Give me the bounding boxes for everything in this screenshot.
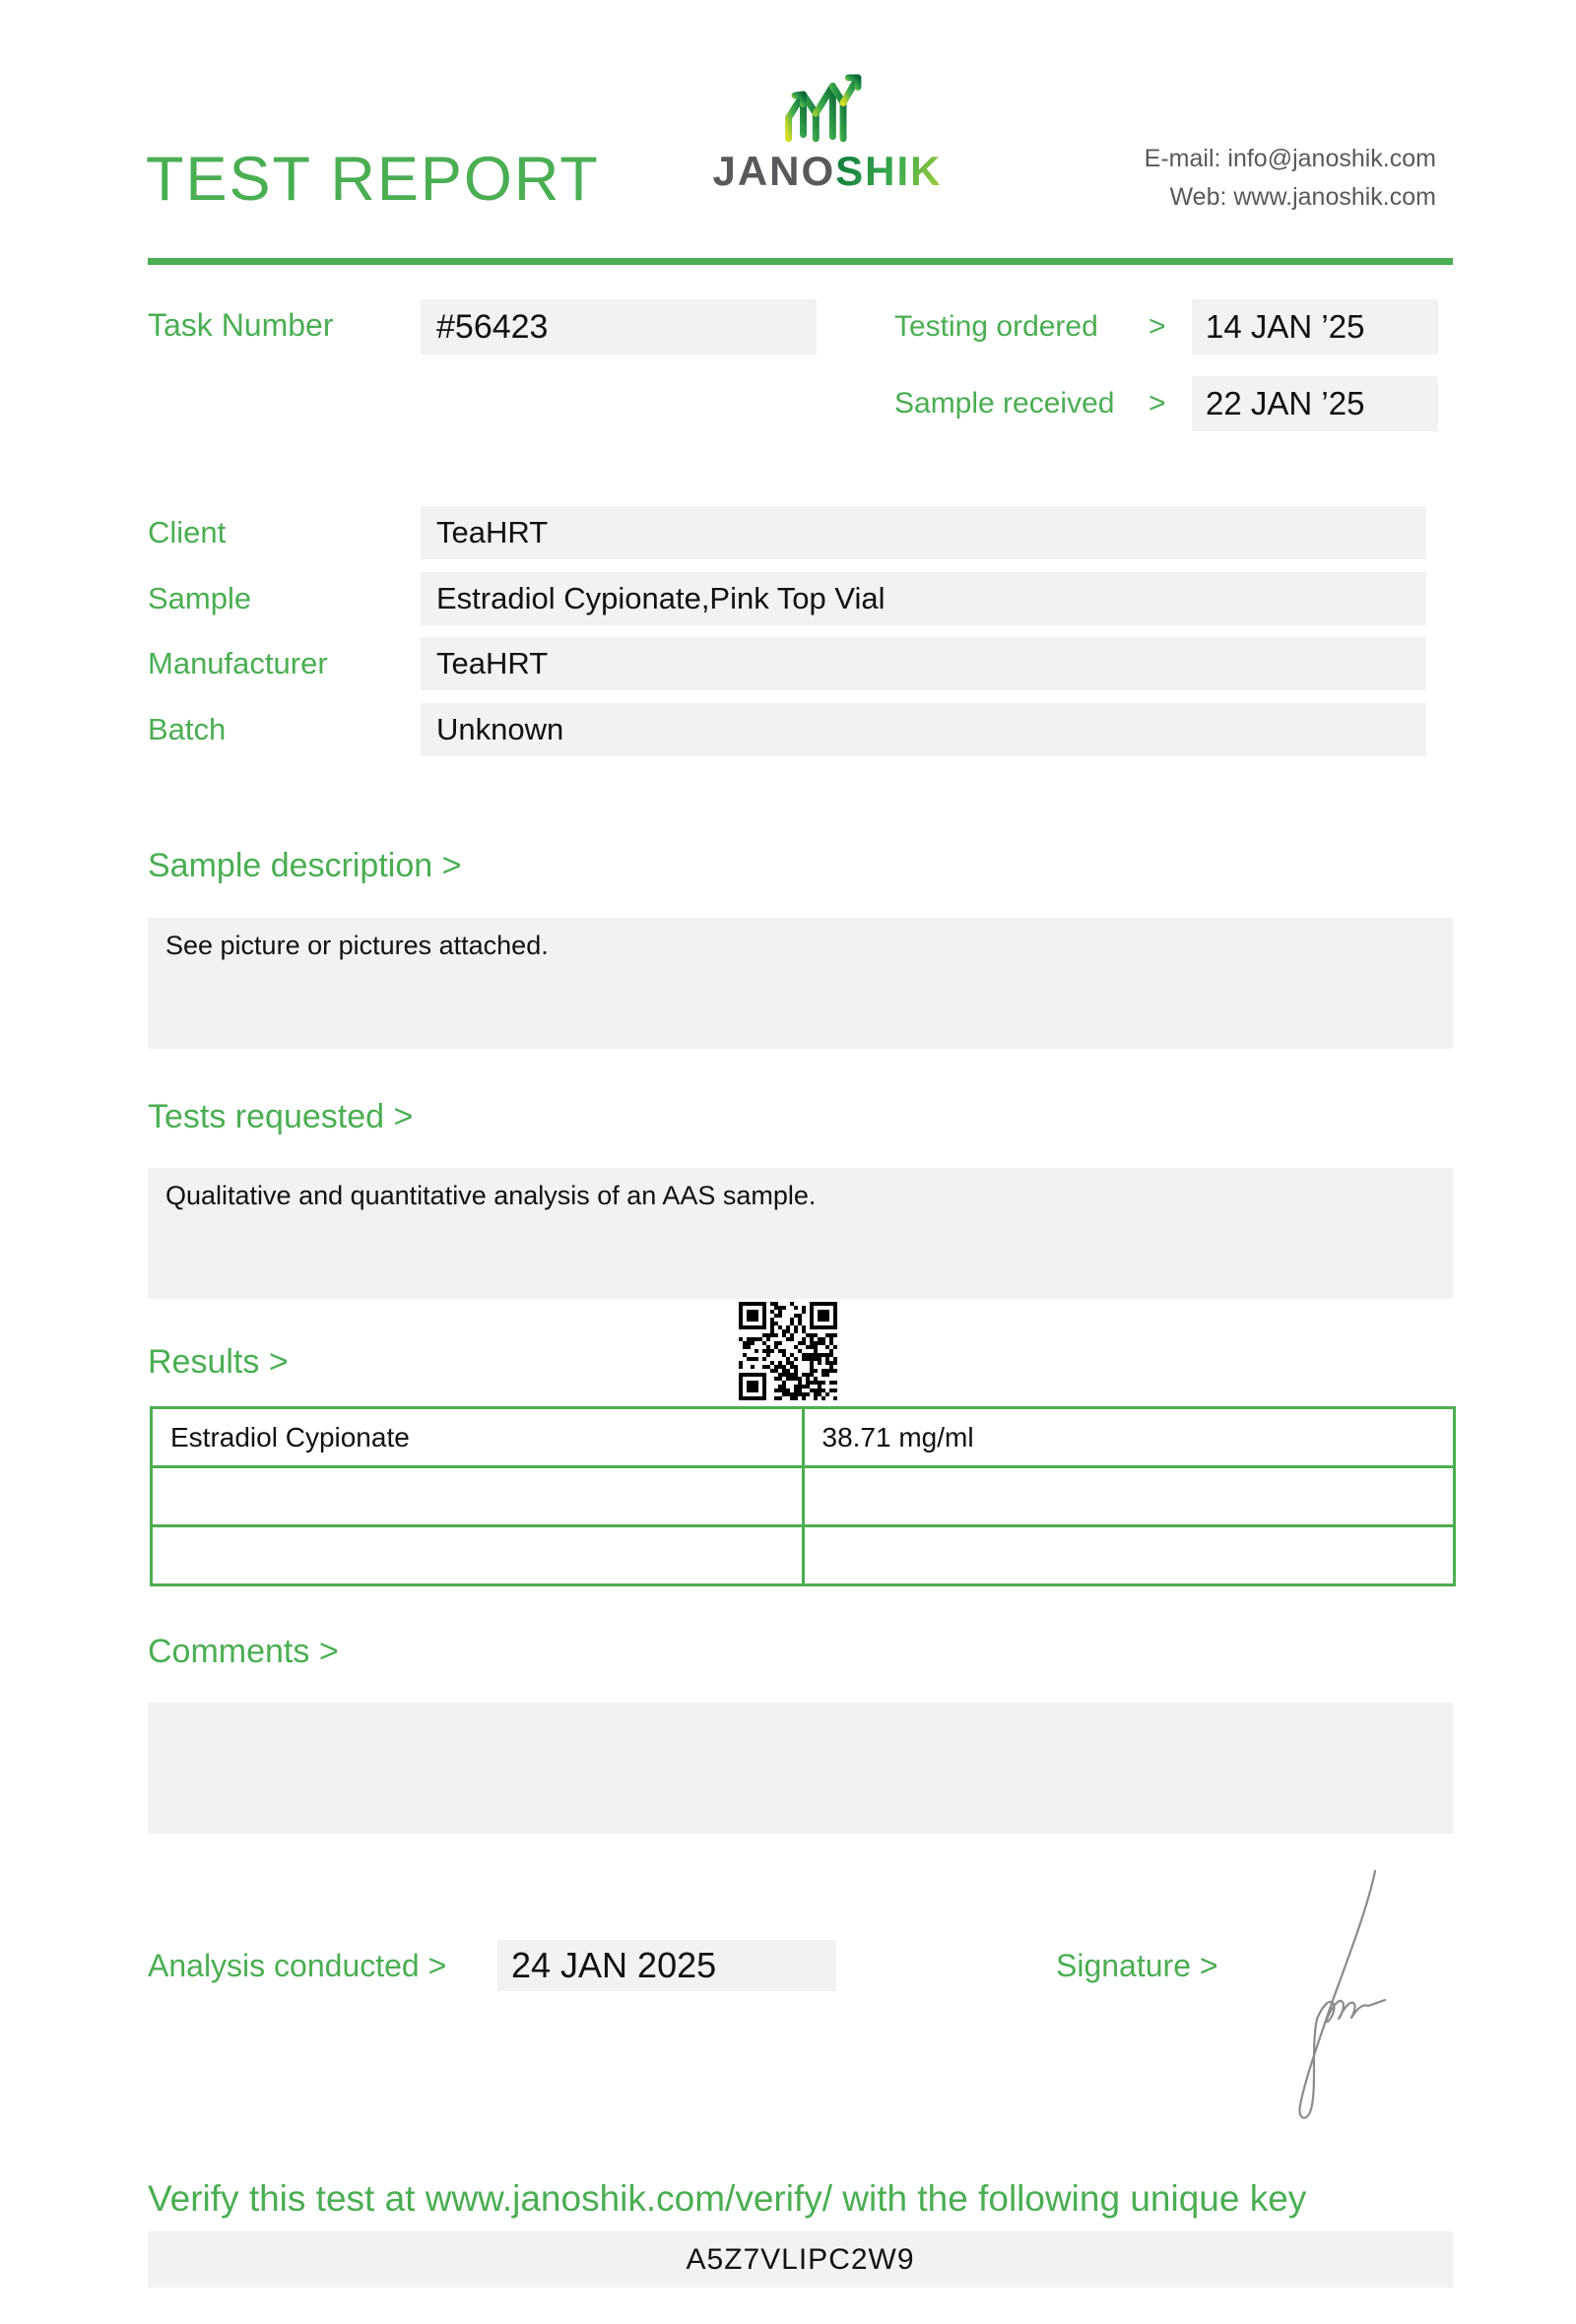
comments-box (148, 1703, 1453, 1834)
logo-word-shik: SHIK (835, 148, 943, 194)
result-substance (152, 1526, 804, 1585)
batch-label: Batch (148, 712, 227, 746)
manufacturer-value: TeaHRT (421, 637, 1426, 690)
table-row (152, 1467, 1455, 1526)
sample-received-label: Sample received (894, 387, 1115, 420)
result-amount (803, 1467, 1455, 1526)
batch-value: Unknown (421, 703, 1426, 756)
tests-requested-heading: Tests requested > (148, 1098, 414, 1135)
task-number-label: Task Number (148, 307, 334, 343)
sample-row (148, 572, 1426, 625)
testing-ordered-label: Testing ordered (894, 310, 1098, 343)
client-row (148, 506, 1426, 559)
manufacturer-row (148, 637, 1426, 690)
result-amount (803, 1526, 1455, 1585)
page-title: TEST REPORT (146, 145, 600, 214)
logo-wordmark (680, 148, 975, 195)
result-substance: Estradiol Cypionate (152, 1408, 804, 1467)
testing-ordered-row (894, 299, 1438, 355)
batch-row (148, 703, 1426, 756)
sample-received-row (894, 376, 1438, 431)
sample-received-value: 22 JAN ’25 (1192, 376, 1438, 431)
testing-ordered-value: 14 JAN ’25 (1192, 299, 1438, 355)
results-heading: Results > (148, 1343, 289, 1381)
analysis-conducted-label: Analysis conducted > (148, 1948, 447, 1983)
signature-label: Signature > (1056, 1948, 1218, 1983)
sample-description-box: See picture or pictures attached. (148, 918, 1453, 1049)
result-amount: 38.71 mg/ml (803, 1408, 1455, 1467)
chart-arrows-icon (780, 73, 875, 148)
contact-web: Web: www.janoshik.com (1169, 183, 1436, 211)
table-row (152, 1408, 1455, 1467)
header-divider (148, 258, 1453, 265)
manufacturer-label: Manufacturer (148, 646, 328, 680)
task-number-value: #56423 (421, 299, 817, 355)
verify-instruction: Verify this test at www.janoshik.com/verify/ with the following unique key (148, 2178, 1307, 2219)
arrow-glyph: > (1149, 310, 1166, 343)
analysis-conducted-date: 24 JAN 2025 (497, 1940, 836, 1991)
sample-label: Sample (148, 581, 252, 615)
tests-requested-box: Qualitative and quantitative analysis of an AAS sample. (148, 1168, 1453, 1299)
janoshik-logo (680, 73, 975, 195)
signature-scrawl (1276, 1861, 1404, 2137)
table-row (152, 1526, 1455, 1585)
comments-heading: Comments > (148, 1633, 339, 1670)
result-substance (152, 1467, 804, 1526)
sample-value: Estradiol Cypionate,Pink Top Vial (421, 572, 1426, 625)
contact-info (1145, 140, 1436, 217)
verify-key: A5Z7VLIPC2W9 (148, 2231, 1453, 2288)
qr-code (739, 1302, 837, 1400)
client-label: Client (148, 515, 227, 549)
arrow-glyph: > (1149, 387, 1166, 420)
contact-email: E-mail: info@janoshik.com (1144, 145, 1436, 172)
sample-description-heading: Sample description > (148, 847, 462, 884)
client-value: TeaHRT (421, 506, 1426, 559)
logo-word-jano: JANO (712, 148, 836, 194)
results-table (150, 1406, 1456, 1586)
